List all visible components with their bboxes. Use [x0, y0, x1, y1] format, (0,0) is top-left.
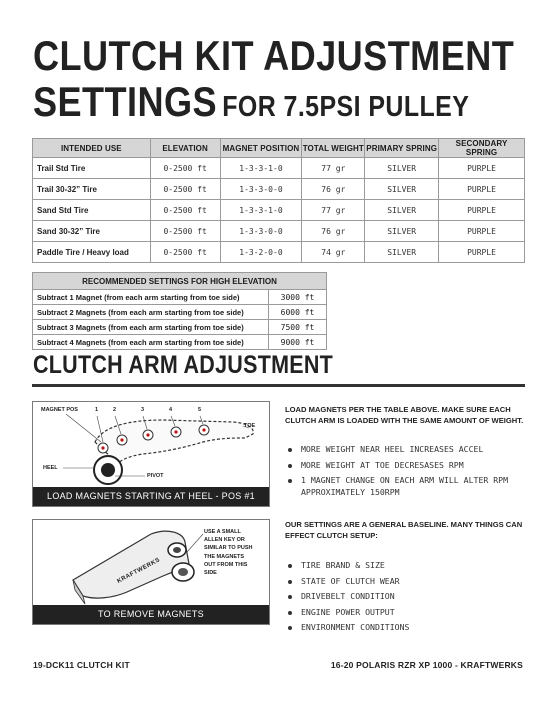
pos-1-label: 1: [95, 407, 99, 413]
heel-label: HEEL: [43, 465, 58, 471]
section-divider: [32, 384, 525, 387]
elevation-desc: Subtract 2 Magnets (from each arm starting from toe side): [33, 305, 269, 320]
cell-elevation: 0-2500 ft: [150, 200, 220, 221]
list-item: MORE WEIGHT AT TOE DECRESASES RPM: [287, 460, 525, 472]
figure1-caption: LOAD MAGNETS STARTING AT HEEL - POS #1: [33, 487, 269, 506]
elevation-table-title: RECOMMENDED SETTINGS FOR HIGH ELEVATION: [33, 273, 327, 290]
table-row: [33, 179, 525, 200]
cell-use: Trail Std Tire: [33, 158, 151, 179]
cell-magnet: 1-3-3-1-0: [220, 200, 302, 221]
allen-key-note: [204, 528, 253, 577]
cell-weight: 77 gr: [302, 200, 365, 221]
list-item: ENGINE POWER OUTPUT: [287, 607, 409, 619]
note-line: USE A SMALL: [204, 529, 241, 535]
settings-header-row: [33, 139, 525, 158]
cell-primary: SILVER: [365, 158, 439, 179]
elevation-ft: 7500 ft: [269, 320, 327, 335]
cell-use: Trail 30-32” Tire: [33, 179, 151, 200]
settings-table: [32, 138, 525, 263]
cell-magnet: 1-3-3-0-0: [220, 179, 302, 200]
cell-primary: SILVER: [365, 179, 439, 200]
col-total-weight: TOTAL WEIGHT: [302, 139, 365, 158]
cell-elevation: 0-2500 ft: [150, 221, 220, 242]
footer-vehicle: 16-20 POLARIS RZR XP 1000 - KRAFTWERKS: [330, 660, 523, 670]
note-line: OUT FROM THIS: [204, 561, 248, 568]
col-secondary-spring: SECONDARY SPRING: [439, 139, 525, 158]
cell-secondary: PURPLE: [439, 179, 525, 200]
pos-3-label: 3: [141, 407, 145, 413]
col-elevation: ELEVATION: [150, 139, 220, 158]
note-line: SIDE: [204, 570, 217, 577]
cell-elevation: 0-2500 ft: [150, 158, 220, 179]
elevation-ft: 6000 ft: [269, 305, 327, 320]
cell-use: Sand 30-32” Tire: [33, 221, 151, 242]
cell-primary: SILVER: [365, 242, 439, 263]
cell-weight: 77 gr: [302, 158, 365, 179]
elevation-desc: Subtract 4 Magnets (from each arm starting from toe side): [33, 335, 269, 350]
remove-magnets-figure: [32, 519, 270, 625]
elevation-desc: Subtract 1 Magnet (from each arm starting from toe side): [33, 290, 269, 305]
cell-secondary: PURPLE: [439, 158, 525, 179]
list-item: DRIVEBELT CONDITION: [287, 591, 409, 603]
cell-magnet: 1-3-3-1-0: [220, 158, 302, 179]
list-item: STATE OF CLUTCH WEAR: [287, 576, 409, 588]
cell-weight: 76 gr: [302, 179, 365, 200]
table-row: [33, 200, 525, 221]
cell-primary: SILVER: [365, 221, 439, 242]
pos-5-label: 5: [198, 407, 202, 413]
page-title-line2: [33, 80, 469, 124]
title-settings: SETTINGS: [33, 78, 218, 125]
figure2-caption: TO REMOVE MAGNETS: [33, 605, 269, 624]
high-elevation-table: [32, 272, 327, 350]
cell-weight: 76 gr: [302, 221, 365, 242]
cell-magnet: 1-3-3-0-0: [220, 221, 302, 242]
cell-secondary: PURPLE: [439, 242, 525, 263]
cell-primary: SILVER: [365, 200, 439, 221]
pos-4-label: 4: [169, 407, 173, 413]
pivot-label: PIVOT: [147, 473, 164, 479]
pos-2-label: 2: [113, 407, 117, 413]
table-row: [33, 158, 525, 179]
elevation-ft: 3000 ft: [269, 290, 327, 305]
baseline-note: OUR SETTINGS ARE A GENERAL BASELINE. MANY THINGS CAN EFFECT CLUTCH SETUP:: [285, 520, 523, 540]
cell-secondary: PURPLE: [439, 221, 525, 242]
cell-elevation: 0-2500 ft: [150, 179, 220, 200]
list-item: 1 MAGNET CHANGE ON EACH ARM WILL ALTER RPM APPROXIMATELY 150RPM: [287, 475, 525, 498]
list-item: MORE WEIGHT NEAR HEEL INCREASES ACCEL: [287, 444, 525, 456]
elevation-header-row: [33, 273, 327, 290]
table-row: [33, 221, 525, 242]
cell-secondary: PURPLE: [439, 200, 525, 221]
list-item: TIRE BRAND & SIZE: [287, 560, 409, 572]
title-pulley: FOR 7.5PSI PULLEY: [222, 91, 470, 123]
setup-factors: [287, 560, 409, 634]
cell-use: Sand Std Tire: [33, 200, 151, 221]
toe-label: TOE: [244, 423, 256, 429]
clutch-arm-figure: [32, 401, 270, 507]
elevation-desc: Subtract 3 Magnets (from each arm starting from toe side): [33, 320, 269, 335]
load-instructions: LOAD MAGNETS PER THE TABLE ABOVE. MAKE SURE EACH CLUTCH ARM IS LOADED WITH THE SAME AMOUNT OF WEIGHT.: [285, 405, 524, 425]
section-title: CLUTCH ARM ADJUSTMENT: [33, 351, 334, 379]
cell-magnet: 1-3-2-0-0: [220, 242, 302, 263]
table-row: [33, 320, 327, 335]
col-intended-use: INTENDED USE: [33, 139, 151, 158]
col-magnet-position: MAGNET POSITION: [220, 139, 302, 158]
list-item: ENVIRONMENT CONDITIONS: [287, 622, 409, 634]
load-bullets: [287, 444, 525, 498]
col-primary-spring: PRIMARY SPRING: [365, 139, 439, 158]
cell-weight: 74 gr: [302, 242, 365, 263]
cell-elevation: 0-2500 ft: [150, 242, 220, 263]
arm-brand-text: KRAFTWERKS: [116, 557, 162, 585]
table-row: [33, 335, 327, 350]
table-row: [33, 305, 327, 320]
magnet-pos-label: MAGNET POS: [41, 407, 78, 413]
note-line: SIMILAR TO PUSH: [204, 545, 253, 552]
page-title-line1: CLUTCH KIT ADJUSTMENT: [33, 32, 515, 79]
table-row: [33, 242, 525, 263]
note-line: THE MAGNETS: [204, 553, 245, 560]
footer-kit-number: 19-DCK11 CLUTCH KIT: [33, 660, 130, 670]
table-row: [33, 290, 327, 305]
elevation-ft: 9000 ft: [269, 335, 327, 350]
note-line: ALLEN KEY OR: [204, 537, 245, 544]
cell-use: Paddle Tire / Heavy load: [33, 242, 151, 263]
